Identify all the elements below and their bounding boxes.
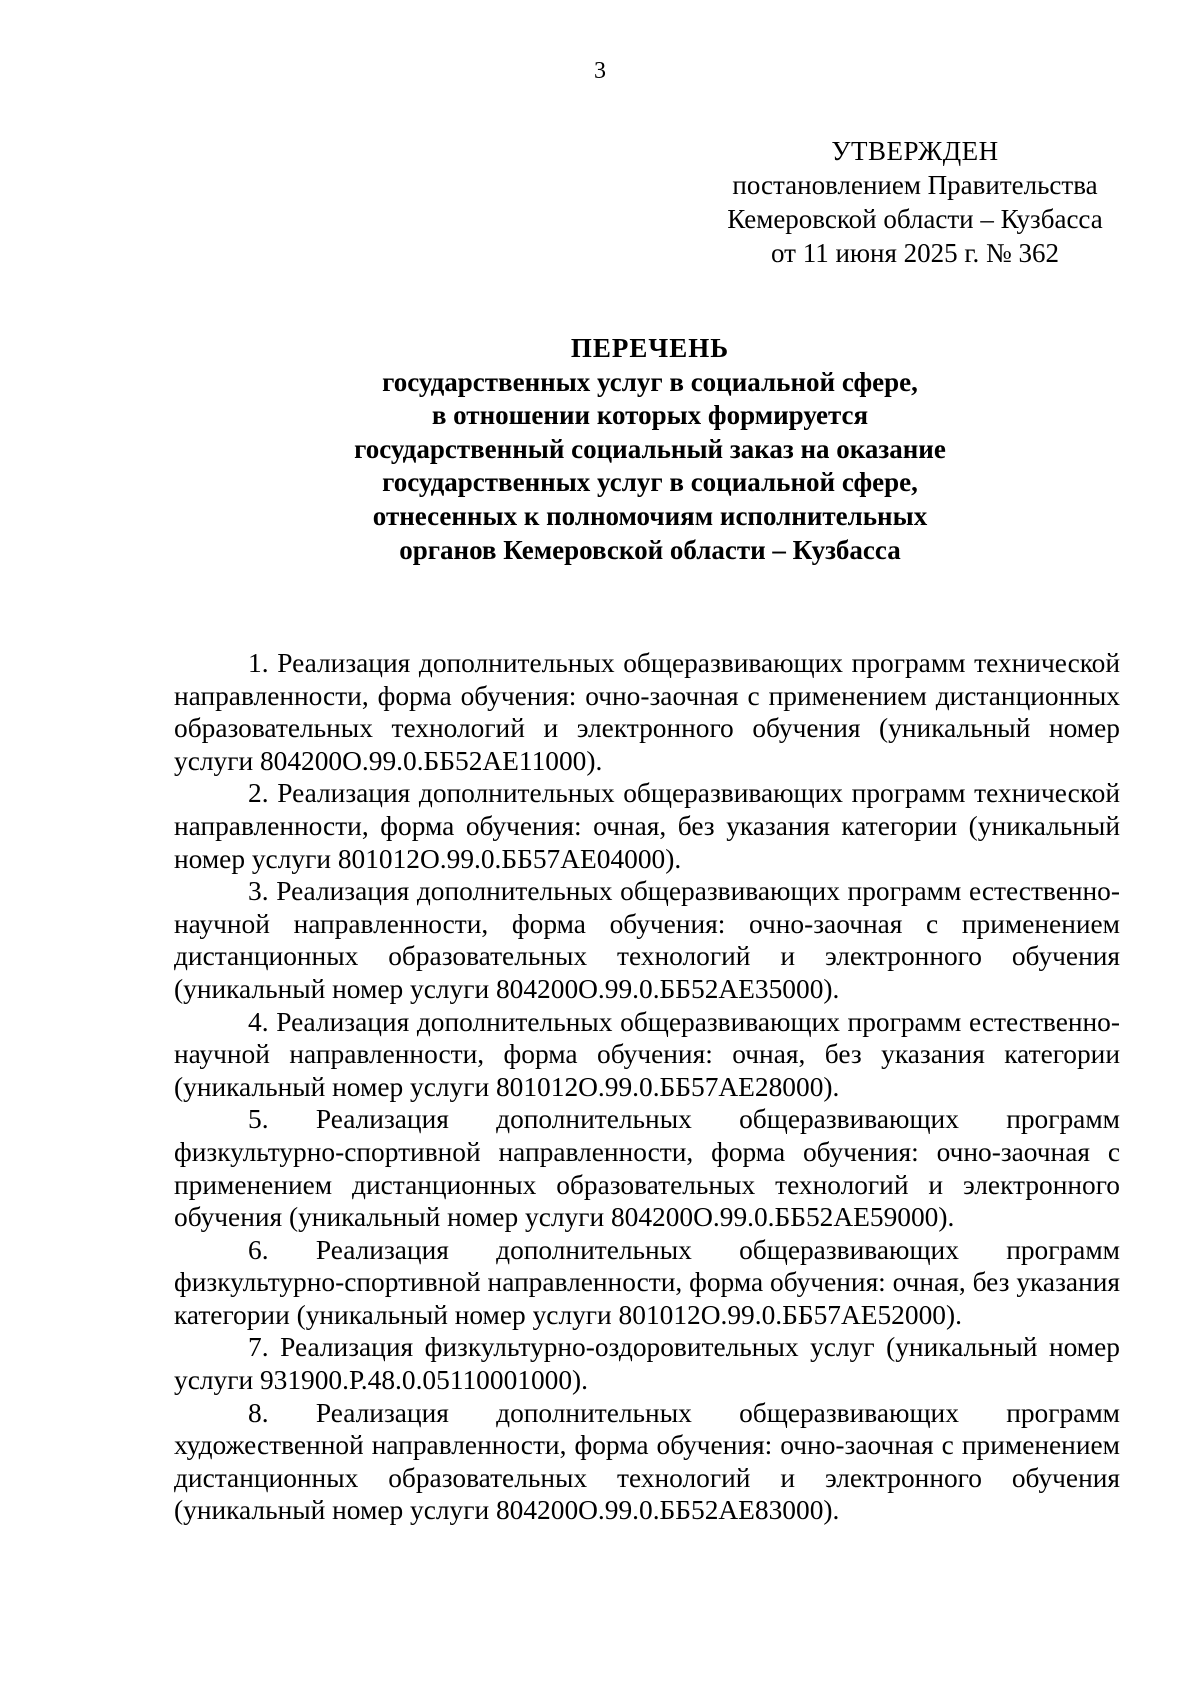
title-line: государственных услуг в социальной сфере,: [382, 467, 918, 498]
title-line: органов Кемеровской области – Кузбасса: [399, 534, 901, 565]
list-item: 4. Реализация дополнительных общеразвивающих программ естественно-научной направленности, форма обучения: очная, без указания категории (уникальный номер услуги 801012О.99.0.ББ57АЕ28000).: [174, 1006, 1120, 1102]
approval-date-number: от 11 июня 2025 г. № 362: [771, 238, 1059, 268]
list-item: 2. Реализация дополнительных общеразвивающих программ технической направленности, форма обучения: очная, без указания категории (уникальный номер услуги 801012О.99.0.ББ57АЕ04000).: [174, 778, 1120, 874]
approval-stamp-block: [700, 134, 1130, 270]
services-list: [174, 647, 1120, 1527]
list-item: 1. Реализация дополнительных общеразвивающих программ технической направленности, форма обучения: очно-заочная с применением дистанционных образовательных технологий и электронного обучения (уникальный номер услуги 804200О.99.0.ББ52АЕ11000).: [174, 648, 1120, 776]
list-item: 3. Реализация дополнительных общеразвивающих программ естественно-научной направленности, форма обучения: очно-заочная с применением дистанционных образовательных технологий и электронного обучения (уникальный номер услуги 804200О.99.0.ББ52АЕ35000).: [174, 876, 1120, 1004]
list-item: 7. Реализация физкультурно-оздоровительных услуг (уникальный номер услуги 931900.Р.48.0.05110001000).: [174, 1332, 1120, 1396]
document-title: [170, 332, 1130, 567]
page-number: 3: [594, 58, 606, 84]
approval-region: Кемеровской области – Кузбасса: [727, 204, 1103, 234]
title-main: ПЕРЕЧЕНЬ: [570, 333, 730, 363]
approval-heading: УТВЕРЖДЕН: [831, 136, 999, 166]
list-item: 5. Реализация дополнительных общеразвивающих программ физкультурно-спортивной направленности, форма обучения: очно-заочная с применением дистанционных образовательных технологий и электронного обучения (уникальный номер услуги 804200О.99.0.ББ52АЕ59000).: [174, 1104, 1120, 1233]
list-item: 6. Реализация дополнительных общеразвивающих программ физкультурно-спортивной направленности, форма обучения: очная, без указания категории (уникальный номер услуги 801012О.99.0.ББ57АЕ52000).: [174, 1234, 1120, 1330]
title-line: государственный социальный заказ на оказание: [354, 433, 946, 464]
list-item: 8. Реализация дополнительных общеразвивающих программ художественной направленности, форма обучения: очно-заочная с применением дистанционных образовательных технологий и электронного обучения (уникальный номер услуги 804200О.99.0.ББ52АЕ83000).: [174, 1397, 1120, 1526]
title-line: отнесенных к полномочиям исполнительных: [372, 500, 928, 531]
title-line: государственных услуг в социальной сфере,: [382, 366, 918, 397]
approval-authority: постановлением Правительства: [732, 170, 1098, 200]
title-line: в отношении которых формируется: [431, 400, 869, 431]
